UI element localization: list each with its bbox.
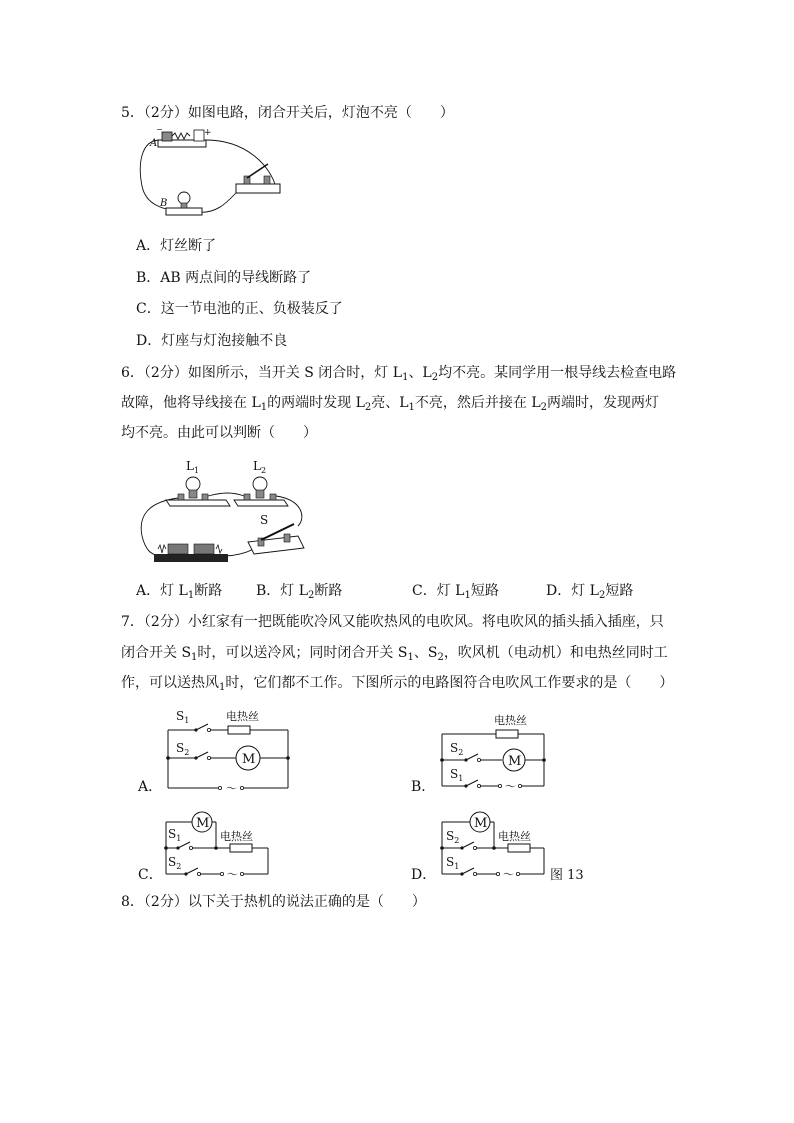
q6-circuit-figure: [138, 456, 308, 568]
svg-text:电热丝: 电热丝: [498, 830, 531, 843]
q7-circuit-a-letter: A．: [138, 779, 163, 795]
svg-text:S1: $S_1$: [168, 827, 182, 843]
svg-text:S2: $S_2$: [450, 741, 464, 757]
q5-circuit-figure: [136, 126, 286, 222]
q5-label-a: A: [150, 138, 158, 149]
svg-text:L2: $L_2$: [253, 459, 267, 475]
svg-text:S: S: [260, 513, 269, 527]
q5-option-a[interactable]: A．灯丝断了: [136, 238, 217, 254]
svg-text:M: M: [196, 816, 210, 831]
q5-stem: 5．（2分）如图电路，闭合开关后，灯泡不亮（ ）: [121, 105, 454, 121]
svg-text:−: −: [156, 126, 163, 134]
svg-text:电热丝: 电热丝: [226, 710, 259, 723]
svg-text:S1: $S_1$: [176, 709, 190, 725]
q8-stem: 8．（2分）以下关于热机的说法正确的是（ ）: [121, 894, 426, 910]
svg-text:S1: $S_1$: [450, 767, 464, 783]
q6-stem-line3: 均不亮。由此可以判断（ ）: [121, 425, 317, 441]
svg-text:S2: $S_2$: [176, 741, 190, 757]
q5-option-c[interactable]: C．这一节电池的正、负极装反了: [136, 301, 343, 317]
q7-stem-line1: 7．（2分）小红家有一把既能吹冷风又能吹热风的电吹风。将电吹风的插头插入插座，只: [121, 614, 664, 630]
svg-text:电热丝: 电热丝: [220, 830, 253, 843]
svg-text:S2: $S_2$: [446, 829, 460, 845]
q6-stem-line2: 故障，他将导线接在 $L_1$的两端时发现 $L_2$亮、$L_1$不亮，然后并接在 $L_2$两端时，发现两灯: [121, 395, 660, 413]
svg-text:L1: $L_1$: [186, 459, 200, 475]
q7-circuit-b-letter: B．: [411, 779, 436, 795]
q7-circuit-d[interactable]: [436, 808, 552, 886]
svg-text:～: ～: [503, 868, 514, 881]
svg-text:+: +: [204, 128, 212, 138]
q7-circuit-a[interactable]: [160, 706, 300, 796]
q7-stem-line3: 作，可以送热风$_1$时，它们都不工作。下图所示的电路图符合电吹风工作要求的是（ ）: [121, 675, 674, 693]
svg-text:～: ～: [227, 868, 238, 881]
svg-text:M: M: [242, 752, 256, 767]
q7-circuit-c[interactable]: [160, 808, 276, 886]
svg-text:电热丝: 电热丝: [494, 714, 527, 727]
svg-text:～: ～: [505, 780, 516, 793]
svg-text:S1: $S_1$: [446, 855, 460, 871]
svg-text:M: M: [508, 754, 522, 769]
q7-stem-line2: 闭合开关 $S_1$时，可以送冷风；同时闭合开关 $S_1$、$S_2$，吹风机（电动机）和电热丝同时工: [121, 645, 668, 663]
q5-label-b: B: [160, 198, 168, 209]
q7-figure-caption: 图 13: [550, 868, 584, 883]
q6-option-c[interactable]: C．灯 $L_1$短路: [412, 583, 499, 601]
q7-circuit-d-letter: D．: [411, 867, 437, 883]
q5-option-d[interactable]: D．灯座与灯泡接触不良: [136, 333, 288, 349]
q6-option-b[interactable]: B．灯 $L_2$断路: [256, 583, 343, 601]
q5-option-b[interactable]: B．AB 两点间的导线断路了: [136, 270, 312, 286]
q6-option-d[interactable]: D．灯 $L_2$短路: [546, 583, 634, 601]
q7-circuit-c-letter: C．: [138, 867, 163, 883]
q7-circuit-b[interactable]: [436, 710, 552, 796]
svg-text:M: M: [474, 816, 488, 831]
svg-text:S2: $S_2$: [168, 855, 182, 871]
svg-text:～: ～: [226, 782, 237, 795]
q6-option-a[interactable]: A．灯 $L_1$断路: [136, 583, 223, 601]
q6-stem-line1: 6．（2分）如图所示，当开关 S 闭合时，灯 $L_1$、$L_2$均不亮。某同学用一根导线去检查电路: [121, 365, 677, 383]
